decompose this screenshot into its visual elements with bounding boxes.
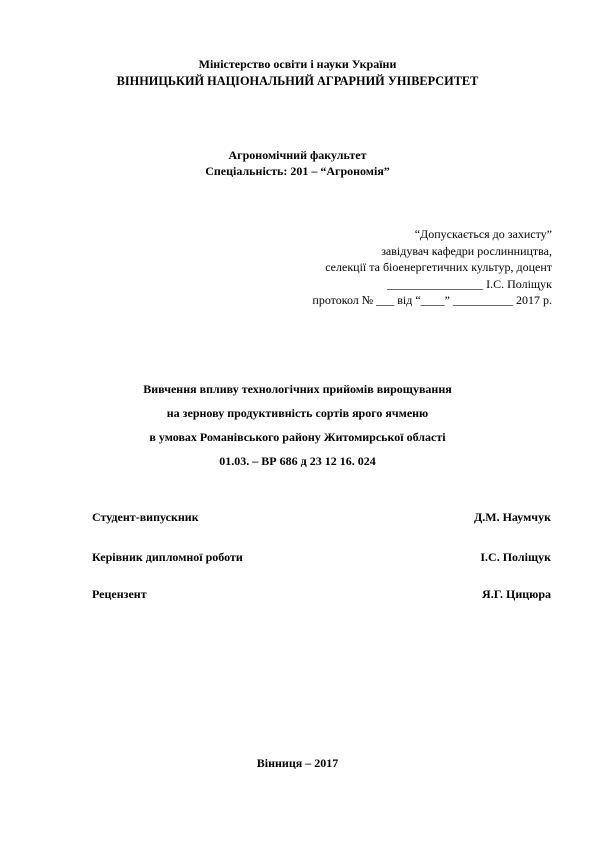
approval-heading: “Допускається до захисту”: [414, 227, 552, 241]
supervisor-name: І.С. Поліщук: [480, 550, 551, 564]
ministry-name: Міністерство освіти і науки України: [198, 57, 397, 71]
thesis-title-line-3: в умовах Романівського району Житомирської області: [149, 430, 446, 444]
thesis-title-line-2: на зернову продуктивність сортів ярого ячменю: [166, 406, 429, 420]
supervisor-label: Керівник дипломної роботи: [92, 550, 243, 564]
thesis-code: 01.03. – ВР 686 д 23 12 16. 024: [219, 454, 376, 468]
approval-protocol: протокол № ___ від “____” __________ 2017 р.: [312, 293, 552, 307]
approval-signature-line: ________________ І.С. Поліщук: [387, 277, 552, 291]
approval-department: селекції та біоенергетичних культур, доцент: [325, 260, 552, 274]
faculty-name: Агрономічний факультет: [228, 148, 367, 162]
thesis-title-line-1: Вивчення впливу технологічних прийомів вирощування: [143, 382, 452, 396]
reviewer-label: Рецензент: [92, 587, 147, 601]
city-year: Вінниця – 2017: [256, 756, 339, 770]
approval-position: завідувач кафедри рослинництва,: [381, 244, 552, 258]
specialty: Спеціальність: 201 – “Агрономія”: [205, 164, 390, 178]
reviewer-name: Я.Г. Цицюра: [482, 587, 551, 601]
student-name: Д.М. Наумчук: [473, 510, 551, 524]
student-label: Студент-випускник: [92, 510, 199, 524]
university-name: ВІННИЦЬКИЙ НАЦІОНАЛЬНИЙ АГРАРНИЙ УНІВЕРСИТЕТ: [116, 74, 479, 88]
